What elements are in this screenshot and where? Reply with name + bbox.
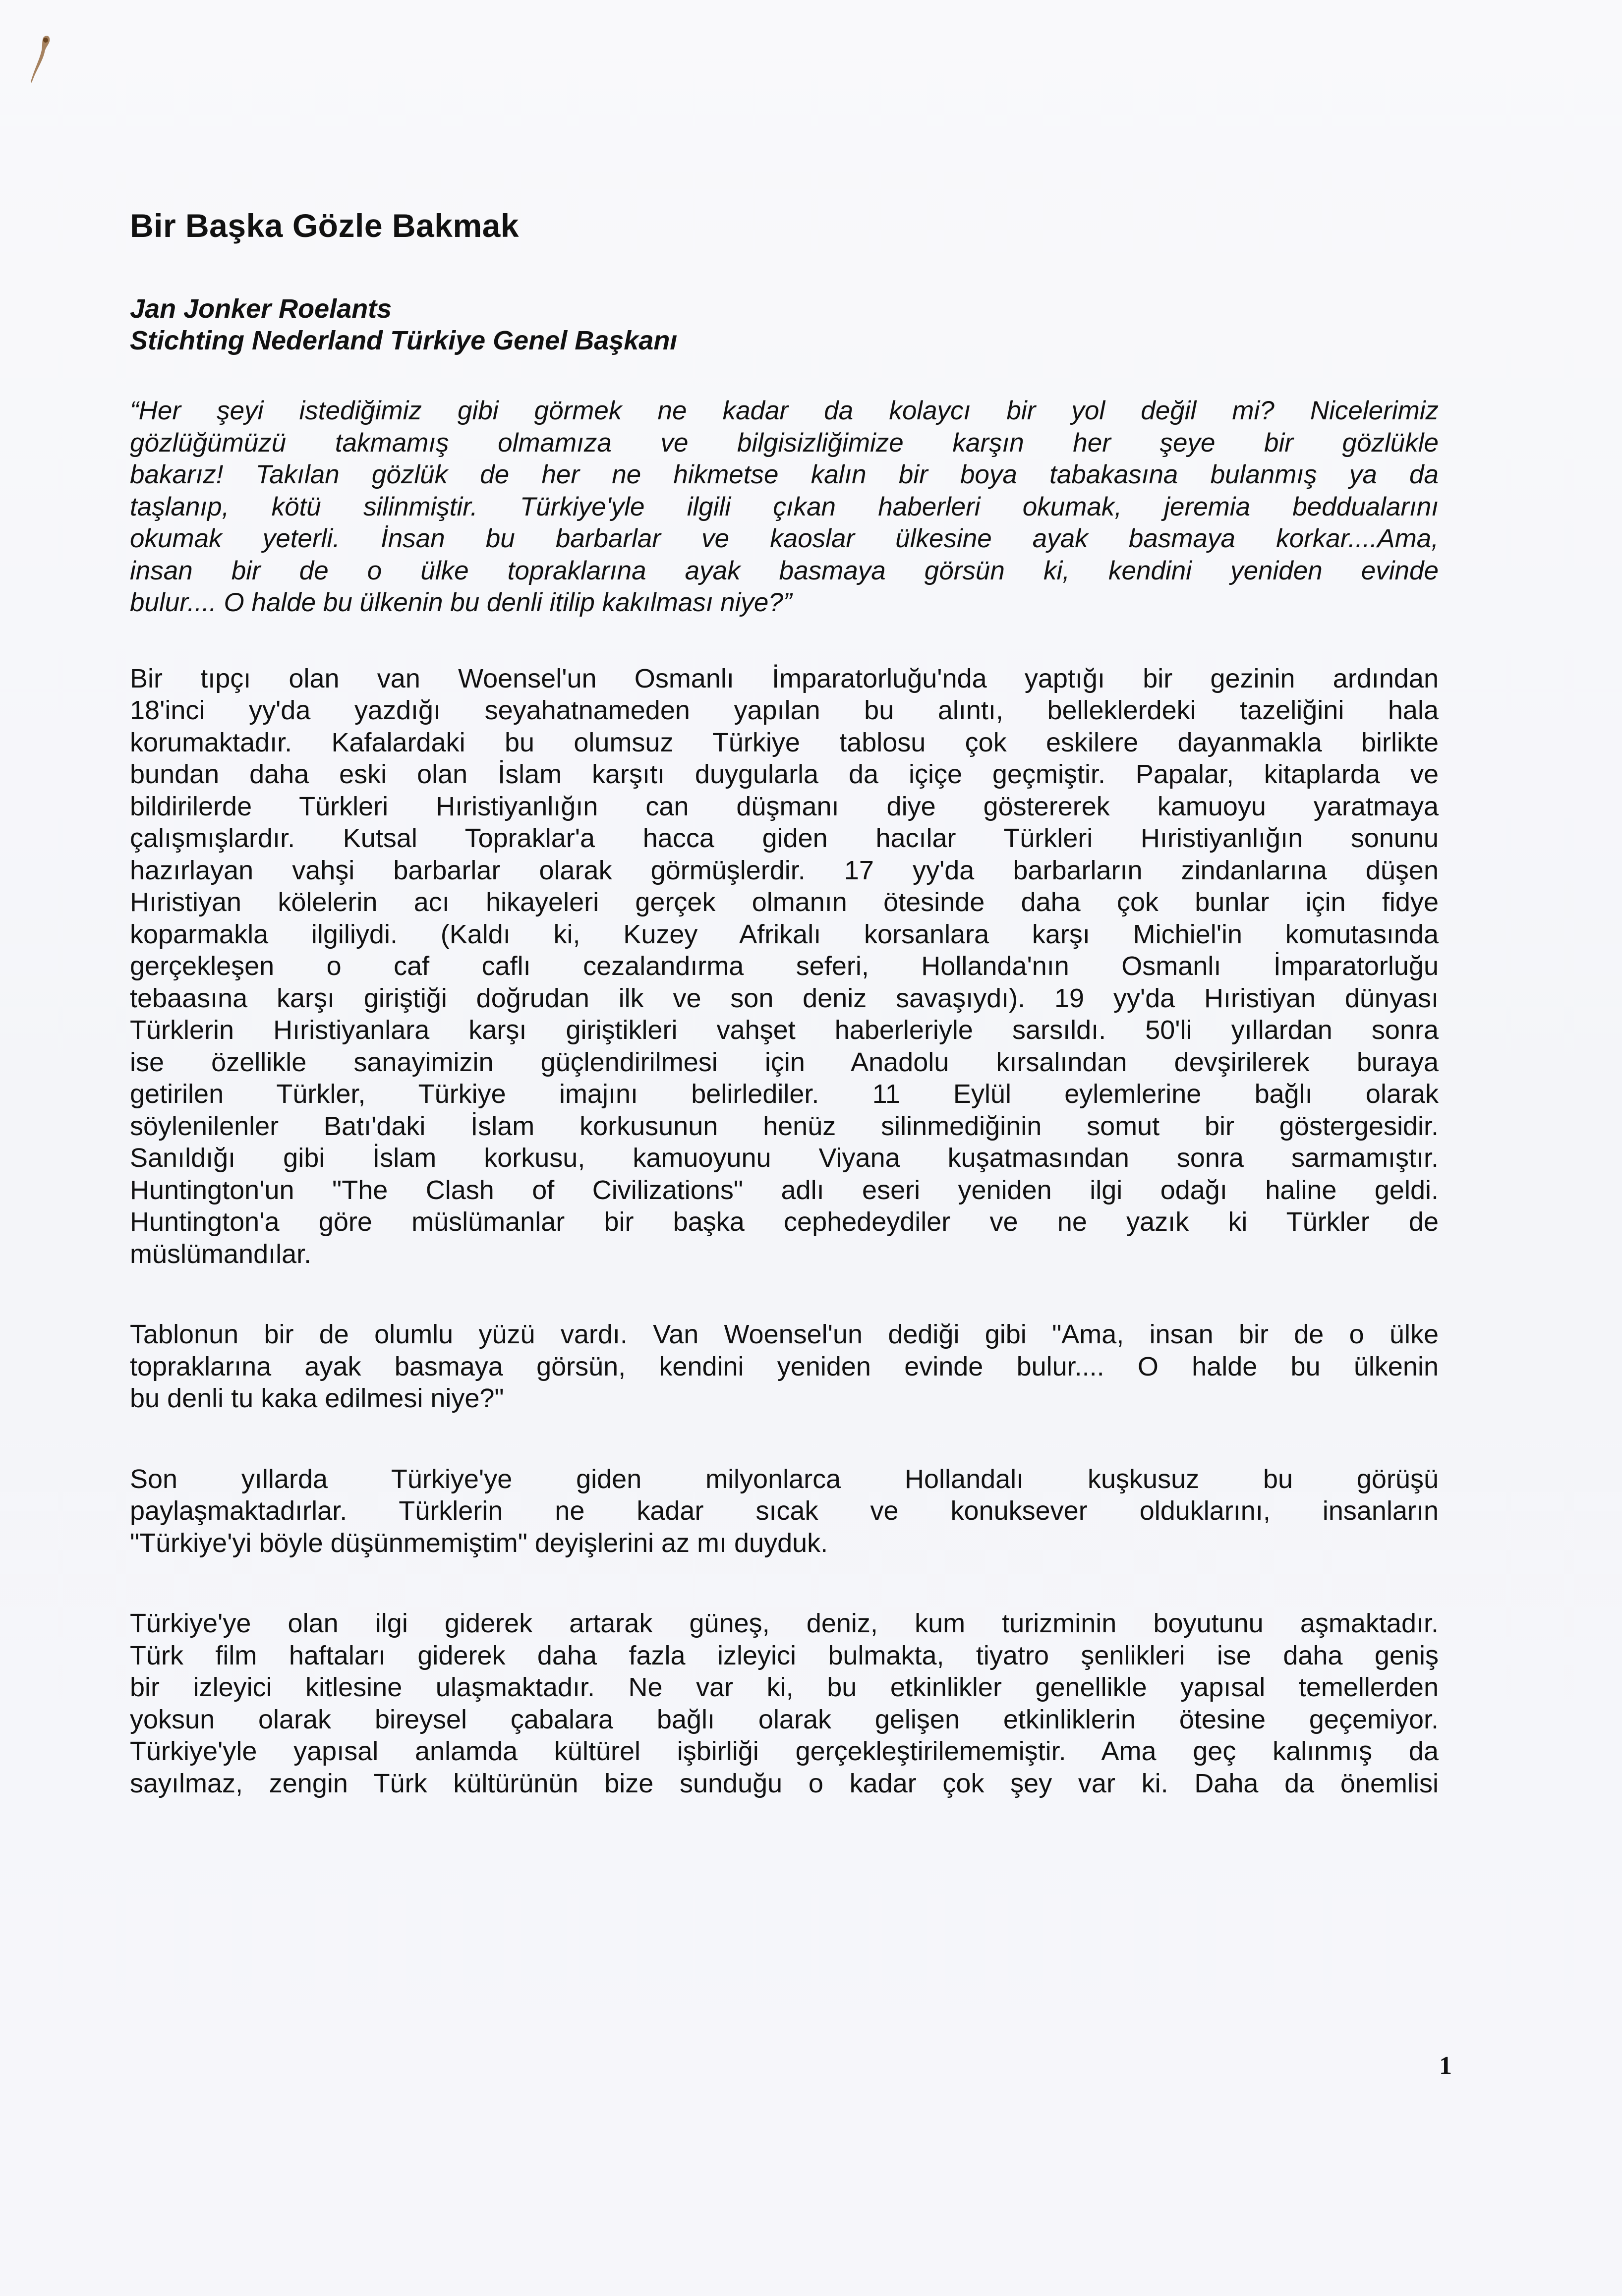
- text-line: “Her şeyi istediğimiz gibi görmek ne kadar da kolaycı bir yol değil mi? Nicelerimiz: [130, 396, 1439, 425]
- text-line: hazırlayan vahşi barbarlar olarak görmüşlerdir. 17 yy'da barbarların zindanlarına düşen: [130, 855, 1439, 885]
- text-line: getirilen Türkler, Türkiye imajını belirlediler. 11 Eylül eylemlerine bağlı olarak: [130, 1079, 1439, 1109]
- text-line: bundan daha eski olan İslam karşıtı duygularla da içiçe geçmiştir. Papalar, kitaplarda ve: [130, 759, 1439, 789]
- text-line: Huntington'un "The Clash of Civilizations" adlı eseri yeniden ilgi odağı haline geldi.: [130, 1175, 1439, 1205]
- rust-stain-mark: [20, 27, 59, 92]
- text-line: Tablonun bir de olumlu yüzü vardı. Van Woensel'un dediği gibi "Ama, insan bir de o ülke: [130, 1320, 1439, 1349]
- text-line: Son yıllarda Türkiye'ye giden milyonlarca Hollandalı kuşkusuz bu görüşü: [130, 1464, 1439, 1494]
- text-line: 18'inci yy'da yazdığı seyahatnameden yapılan bu alıntı, belleklerdeki tazeliğini hala: [130, 695, 1439, 725]
- text-line: bildirilerde Türkleri Hıristiyanlığın can düşmanı diye göstererek kamuoyu yaratmaya: [130, 791, 1439, 821]
- text-line: bakarız! Takılan gözlük de her ne hikmetse kalın bir boya tabakasına bulanmış ya da: [130, 460, 1439, 489]
- text-line: koparmakla ilgiliydi. (Kaldı ki, Kuzey Afrikalı korsanlara karşı Michiel'in komutasında: [130, 919, 1439, 949]
- text-line: tebaasına karşı giriştiği doğrudan ilk ve son deniz savaşıydı). 19 yy'da Hıristiyan dünyası: [130, 983, 1439, 1013]
- text-line: Sanıldığı gibi İslam korkusu, kamuoyunu Viyana kuşatmasından sonra sarmamıştır.: [130, 1143, 1439, 1173]
- page-number: 1: [1439, 2052, 1452, 2080]
- paragraph-history: [130, 663, 1439, 1270]
- text-line: söylenilenler Batı'daki İslam korkusunun henüz silinmediğinin somut bir göstergesidir.: [130, 1111, 1439, 1141]
- author-block: [130, 293, 1439, 356]
- text-line: "Türkiye'yi böyle düşünmemiştim" deyişlerini az mı duyduk.: [130, 1528, 828, 1558]
- text-line: Türkiye'yle yapısal anlamda kültürel işbirliği gerçekleştirilememiştir. Ama geç kalınmış da: [130, 1736, 1439, 1766]
- author-role: Stichting Nederland Türkiye Genel Başkanı: [130, 326, 678, 355]
- opening-quote: [130, 395, 1439, 619]
- document-body: [130, 206, 1439, 1799]
- paragraph-cultural-interest: [130, 1607, 1439, 1799]
- document-title: Bir Başka Gözle Bakmak: [130, 207, 520, 244]
- text-line: Türkiye'ye olan ilgi giderek artarak güneş, deniz, kum turizminin boyutunu aşmaktadır.: [130, 1608, 1439, 1638]
- text-line: Türk film haftaları giderek daha fazla izleyici bulmakta, tiyatro şenlikleri ise daha geniş: [130, 1640, 1439, 1670]
- text-line: korumaktadır. Kafalardaki bu olumsuz Türkiye tablosu çok eskilere dayanmakla birlikte: [130, 727, 1439, 757]
- text-line: taşlanıp, kötü silinmiştir. Türkiye'yle ilgili çıkan haberleri okumak, jeremia beddualarını: [130, 492, 1439, 521]
- text-line: insan bir de o ülke topraklarına ayak basmaya görsün ki, kendini yeniden evinde: [130, 556, 1439, 585]
- text-line: okumak yeterli. İnsan bu barbarlar ve kaoslar ülkesine ayak basmaya korkar....Ama,: [130, 524, 1439, 553]
- paragraph-dutch-visitors: [130, 1463, 1439, 1559]
- text-line: sayılmaz, zengin Türk kültürünün bize sunduğu o kadar çok şey var ki. Daha da önemlisi: [130, 1768, 1439, 1798]
- author-name: Jan Jonker Roelants: [130, 294, 392, 324]
- text-line: bu denli tu kaka edilmesi niye?": [130, 1383, 504, 1413]
- paragraph-positive-side: [130, 1319, 1439, 1415]
- text-line: ise özellikle sanayimizin güçlendirilmesi için Anadolu kırsalından devşirilerek buraya: [130, 1047, 1439, 1077]
- text-line: Huntington'a göre müslümanlar bir başka cephedeydiler ve ne yazık ki Türkler de: [130, 1207, 1439, 1237]
- text-line: müslümandılar.: [130, 1239, 312, 1269]
- text-line: yoksun olarak bireysel çabalara bağlı olarak gelişen etkinliklerin ötesine geçemiyor.: [130, 1704, 1439, 1734]
- text-line: bulur.... O halde bu ülkenin bu denli itilip kakılması niye?”: [130, 588, 792, 617]
- text-line: Hıristiyan kölelerin acı hikayeleri gerçek olmanın ötesinde daha çok bunlar için fidye: [130, 887, 1439, 917]
- text-line: paylaşmaktadırlar. Türklerin ne kadar sıcak ve konuksever olduklarını, insanların: [130, 1496, 1439, 1526]
- text-line: gözlüğümüzü takmamış olmamıza ve bilgisizliğimize karşın her şeye bir gözlükle: [130, 428, 1439, 458]
- text-line: Türklerin Hıristiyanlara karşı giriştikleri vahşet haberleriyle sarsıldı. 50'li yıllardan sonra: [130, 1015, 1439, 1045]
- text-line: topraklarına ayak basmaya görsün, kendini yeniden evinde bulur.... O halde bu ülkenin: [130, 1351, 1439, 1381]
- text-line: bir izleyici kitlesine ulaşmaktadır. Ne var ki, bu etkinlikler genellikle yapısal temellerden: [130, 1672, 1439, 1702]
- text-line: çalışmışlardır. Kutsal Topraklar'a hacca giden hacılar Türkleri Hıristiyanlığın sonunu: [130, 823, 1439, 853]
- text-line: Bir tıpçı olan van Woensel'un Osmanlı İmparatorluğu'nda yaptığı bir gezinin ardından: [130, 663, 1439, 693]
- text-line: gerçekleşen o caf caflı cezalandırma seferi, Hollanda'nın Osmanlı İmparatorluğu: [130, 951, 1439, 981]
